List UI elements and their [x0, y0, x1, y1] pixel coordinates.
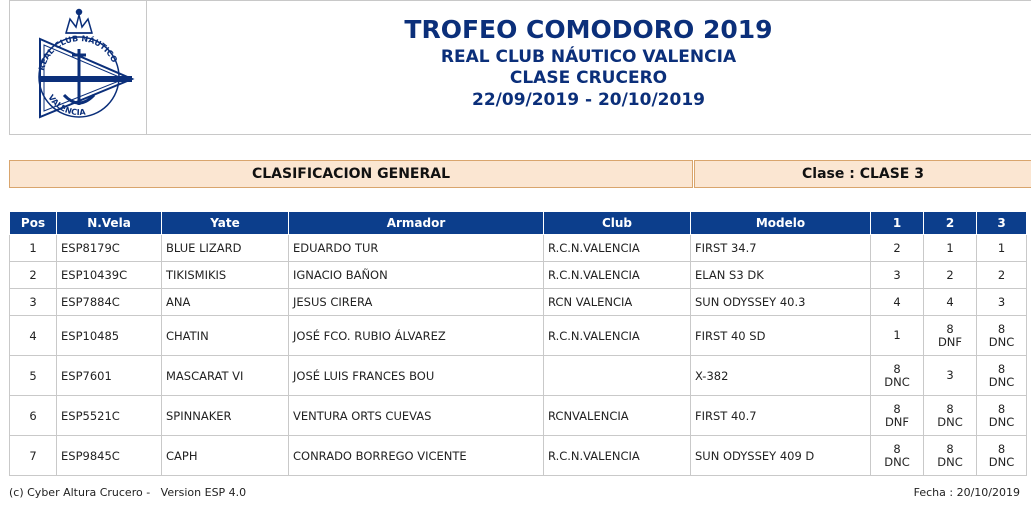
cell-nvela: ESP9845C: [57, 436, 162, 476]
table-row: [10, 356, 1027, 396]
cell-modelo: FIRST 34.7: [691, 235, 871, 262]
cell-nvela: ESP7601: [57, 356, 162, 396]
cell-club: [544, 356, 691, 396]
cell-armador: EDUARDO TUR: [289, 235, 544, 262]
class-heading: Clase : CLASE 3: [694, 160, 1031, 188]
cell-pos: 1: [10, 235, 57, 262]
cell-yate: ANA: [162, 289, 289, 316]
cell-pos: 3: [10, 289, 57, 316]
cell-yate: SPINNAKER: [162, 396, 289, 436]
cell-modelo: X-382: [691, 356, 871, 396]
cell-armador: JOSÉ FCO. RUBIO ÁLVAREZ: [289, 316, 544, 356]
event-dates: 22/09/2019 - 20/10/2019: [472, 90, 705, 110]
col-header-race-2: 2: [924, 212, 977, 235]
cell-modelo: FIRST 40 SD: [691, 316, 871, 356]
cell-club: R.C.N.VALENCIA: [544, 436, 691, 476]
cell-pos: 5: [10, 356, 57, 396]
cell-race-1: 3: [871, 262, 924, 289]
cell-armador: CONRADO BORREGO VICENTE: [289, 436, 544, 476]
table-row: [10, 289, 1027, 316]
cell-modelo: FIRST 40.7: [691, 396, 871, 436]
results-table: [9, 211, 1027, 476]
cell-club: R.C.N.VALENCIA: [544, 316, 691, 356]
cell-yate: CHATIN: [162, 316, 289, 356]
cell-race-3: 8 DNC: [977, 356, 1027, 396]
cell-club: RCN VALENCIA: [544, 289, 691, 316]
cell-race-3: 1: [977, 235, 1027, 262]
cell-race-2: 4: [924, 289, 977, 316]
cell-race-2: 8 DNC: [924, 396, 977, 436]
cell-pos: 7: [10, 436, 57, 476]
logo-text-bottom: VALENCIA: [46, 93, 86, 118]
table-row: [10, 316, 1027, 356]
footer-date: Fecha : 20/10/2019: [913, 486, 1020, 499]
cell-pos: 6: [10, 396, 57, 436]
cell-race-1: 8 DNC: [871, 436, 924, 476]
cell-race-2: 2: [924, 262, 977, 289]
general-classification-heading: CLASIFICACION GENERAL: [9, 160, 693, 188]
col-header-yate: Yate: [162, 212, 289, 235]
cell-club: RCNVALENCIA: [544, 396, 691, 436]
cell-pos: 4: [10, 316, 57, 356]
event-title: TROFEO COMODORO 2019: [404, 15, 773, 44]
col-header-race-1: 1: [871, 212, 924, 235]
class-line: CLASE CRUCERO: [509, 68, 668, 88]
cell-club: R.C.N.VALENCIA: [544, 262, 691, 289]
cell-pos: 2: [10, 262, 57, 289]
col-header-club: Club: [544, 212, 691, 235]
table-row: [10, 235, 1027, 262]
logo-text-top: REAL CLUB NÁUTICO: [37, 34, 119, 72]
cell-race-1: 8 DNC: [871, 356, 924, 396]
col-header-nvela: N.Vela: [57, 212, 162, 235]
col-header-race-3: 3: [977, 212, 1027, 235]
cell-modelo: SUN ODYSSEY 40.3: [691, 289, 871, 316]
club-burgee-logo-icon: [20, 5, 138, 131]
cell-nvela: ESP10485: [57, 316, 162, 356]
cell-race-3: 8 DNC: [977, 396, 1027, 436]
cell-armador: JOSÉ LUIS FRANCES BOU: [289, 356, 544, 396]
cell-race-3: 8 DNC: [977, 316, 1027, 356]
cell-yate: CAPH: [162, 436, 289, 476]
cell-nvela: ESP5521C: [57, 396, 162, 436]
cell-yate: MASCARAT VI: [162, 356, 289, 396]
cell-armador: JESUS CIRERA: [289, 289, 544, 316]
cell-modelo: SUN ODYSSEY 409 D: [691, 436, 871, 476]
cell-armador: VENTURA ORTS CUEVAS: [289, 396, 544, 436]
cell-race-3: 8 DNC: [977, 436, 1027, 476]
table-row: [10, 396, 1027, 436]
cell-club: R.C.N.VALENCIA: [544, 235, 691, 262]
cell-armador: IGNACIO BAÑON: [289, 262, 544, 289]
table-header-row: [10, 212, 1027, 235]
cell-race-1: 2: [871, 235, 924, 262]
cell-modelo: ELAN S3 DK: [691, 262, 871, 289]
cell-race-3: 2: [977, 262, 1027, 289]
cell-nvela: ESP7884C: [57, 289, 162, 316]
footer-version: (c) Cyber Altura Crucero - Version ESP 4.0: [9, 486, 247, 499]
cell-yate: TIKISMIKIS: [162, 262, 289, 289]
report-header: [9, 0, 1031, 135]
table-row: [10, 262, 1027, 289]
cell-race-2: 3: [924, 356, 977, 396]
cell-race-1: 8 DNF: [871, 396, 924, 436]
col-header-armador: Armador: [289, 212, 544, 235]
cell-nvela: ESP8179C: [57, 235, 162, 262]
cell-race-3: 3: [977, 289, 1027, 316]
title-block: [146, 15, 1031, 111]
cell-nvela: ESP10439C: [57, 262, 162, 289]
cell-race-1: 1: [871, 316, 924, 356]
table-row: [10, 436, 1027, 476]
cell-race-1: 4: [871, 289, 924, 316]
cell-race-2: 1: [924, 235, 977, 262]
col-header-modelo: Modelo: [691, 212, 871, 235]
club-name: REAL CLUB NÁUTICO VALENCIA: [440, 47, 737, 67]
cell-race-2: 8 DNC: [924, 436, 977, 476]
cell-yate: BLUE LIZARD: [162, 235, 289, 262]
cell-race-2: 8 DNF: [924, 316, 977, 356]
col-header-pos: Pos: [10, 212, 57, 235]
club-logo-cell: [10, 1, 147, 134]
